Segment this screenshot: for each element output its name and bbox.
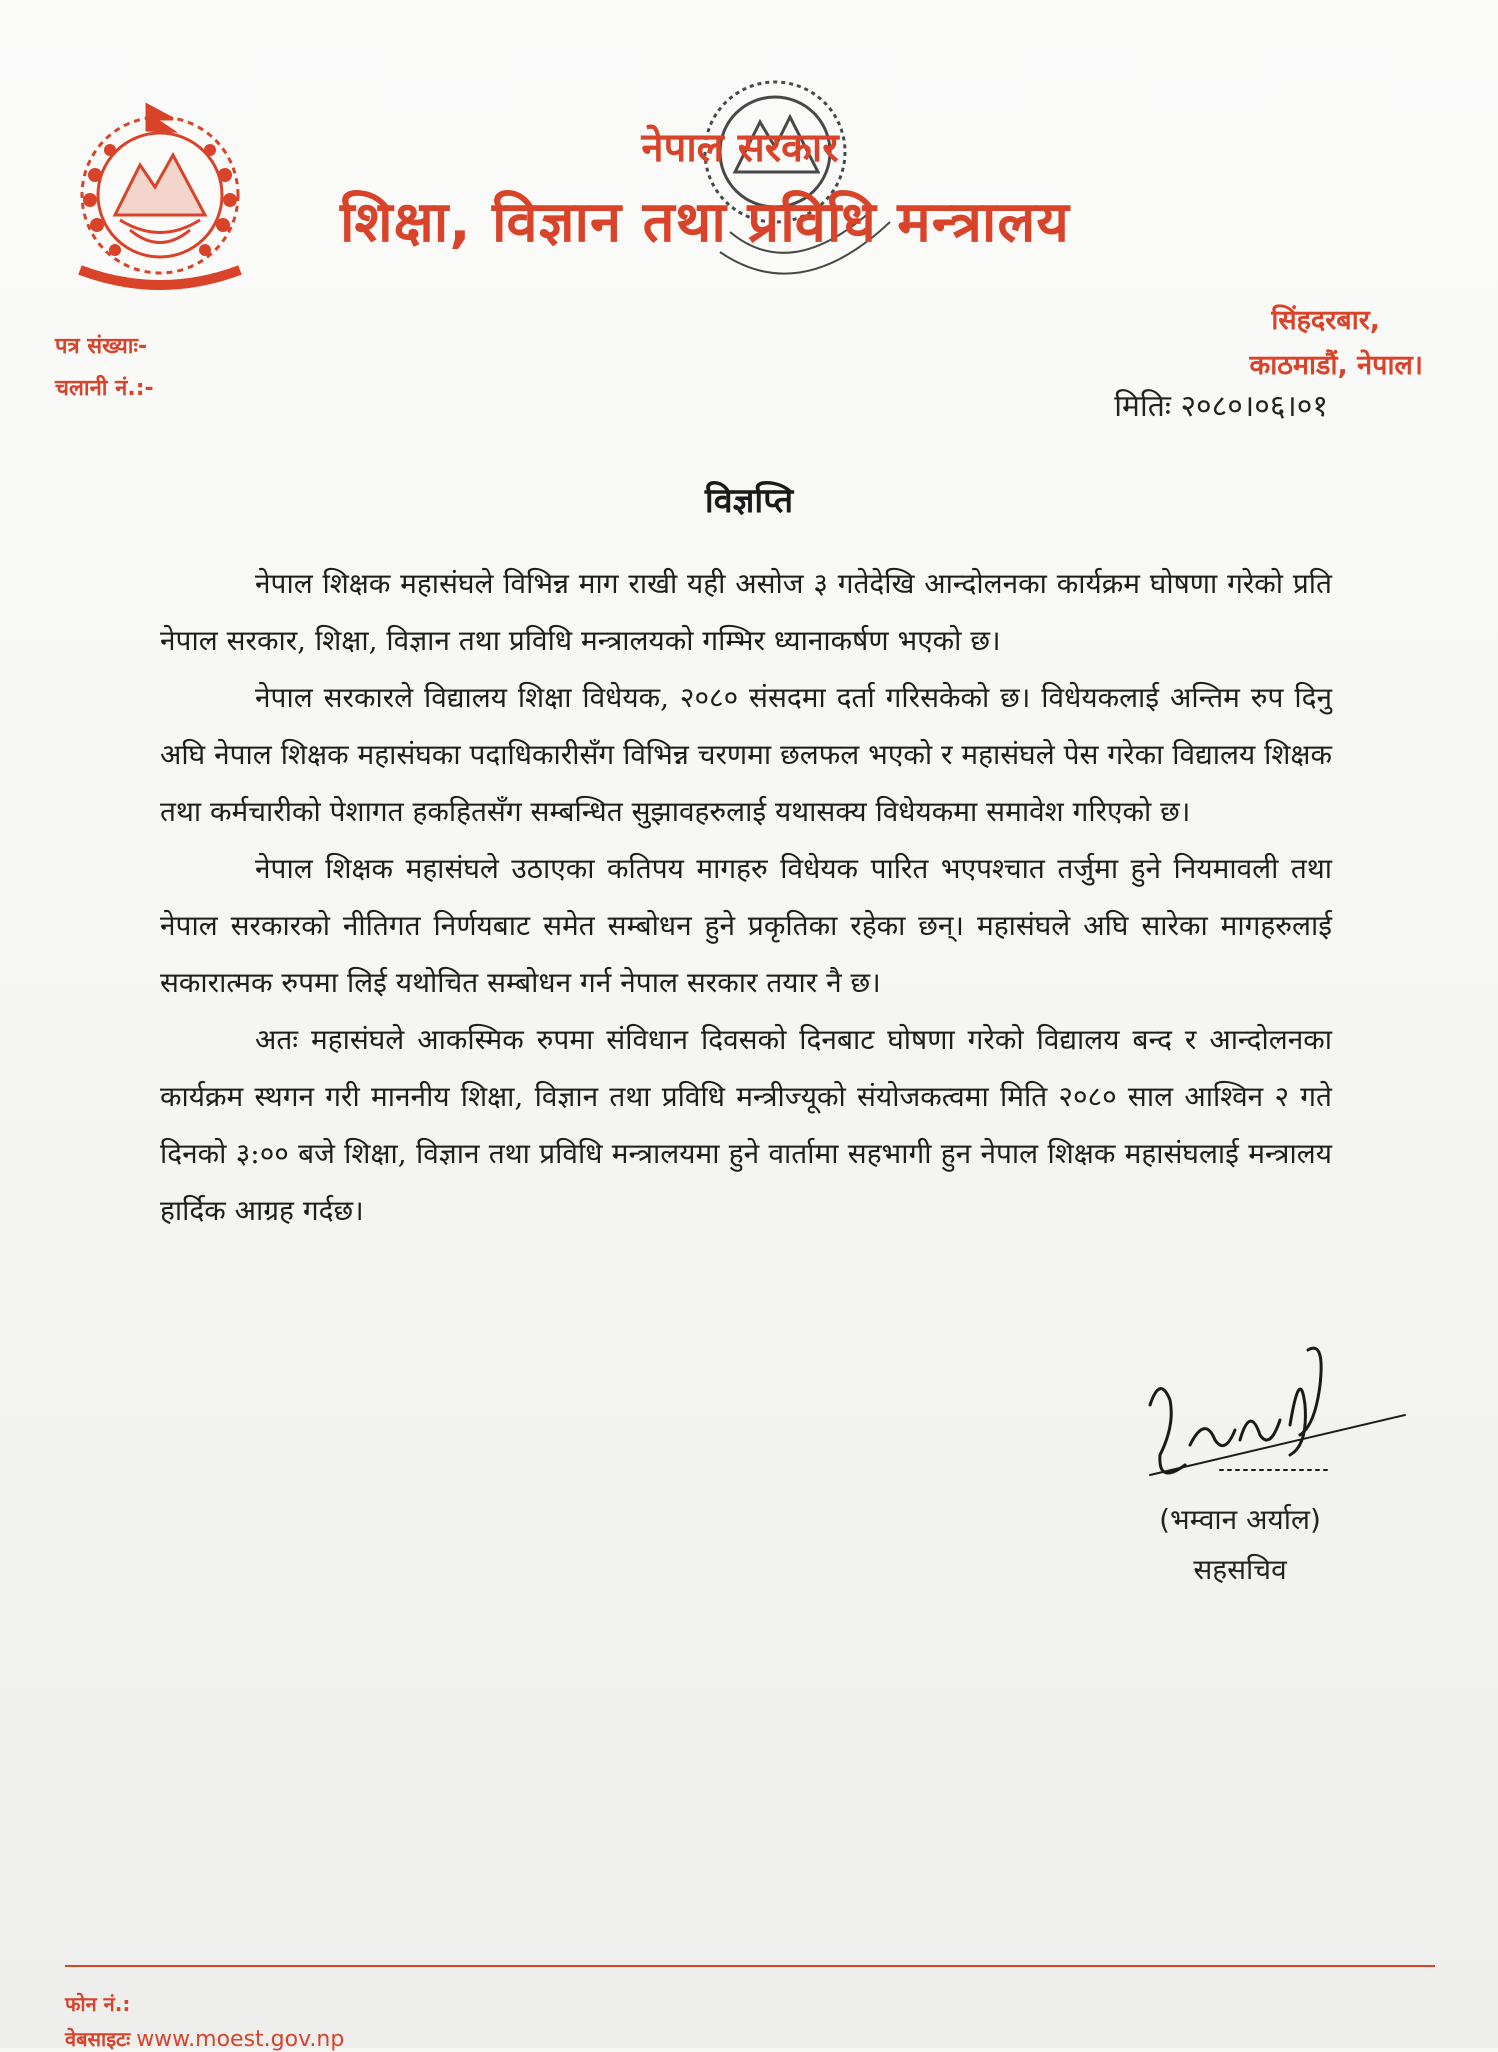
dispatch-number-label: चलानी नं.:- [55, 376, 154, 401]
address-line-2: काठमाडौं, नेपाल। [1249, 350, 1423, 381]
paragraph-1: नेपाल शिक्षक महासंघले विभिन्न माग राखी यही असोज ३ गतेदेखि आन्दोलनका कार्यक्रम घोषणा गरेको प्रति नेपाल सरकार, शिक्षा, विज्ञान तथा प्रविधि मन्त्रालयको गम्भिर ध्यानाकर्षण भएको छ। [160, 567, 1332, 657]
nepal-coat-of-arms-icon [55, 95, 265, 305]
letter-number-label: पत्र संख्याः- [55, 334, 148, 359]
paragraph-2: नेपाल सरकारले विद्यालय शिक्षा विधेयक, २०८० संसदमा दर्ता गरिसकेको छ। विधेयकलाई अन्तिम रुप दिनु अघि नेपाल शिक्षक महासंघका पदाधिकारीसँग विभिन्न चरणमा छलफल भएको र महासंघले पेस गरेका विद्यालय शिक्षक तथा कर्मचारीको पेशागत हकहितसँग सम्बन्धित सुझावहरुलाई यथासक्य विधेयकमा समावेश गरिएको छ। [160, 681, 1332, 828]
website-link[interactable]: www.moest.gov.np [136, 2027, 345, 2052]
footer-phone [65, 1990, 130, 2017]
notice-title: विज्ञप्ति [704, 481, 794, 521]
letter-date: मितिः २०८०।०६।०१ [1114, 389, 1328, 424]
signatory-name: (भम्वान अर्याल) [1159, 1503, 1321, 1536]
paragraph-4: अतः महासंघले आकस्मिक रुपमा संविधान दिवसको दिनबाट घोषणा गरेको विद्यालय बन्द र आन्दोलनका कार्यक्रम स्थगन गरी माननीय शिक्षा, विज्ञान तथा प्रविधि मन्त्रीज्यूको संयोजकत्वमा मिति २०८० साल आश्विन २ गते दिनको ३:०० बजे शिक्षा, विज्ञान तथा प्रविधि मन्त्रालयमा हुने वार्तामा सहभागी हुन नेपाल शिक्षक महासंघलाई मन्त्रालय हार्दिक आग्रह गर्दछ। [160, 1023, 1332, 1227]
notice-body [160, 555, 1332, 1239]
government-heading: नेपाल सरकार [641, 125, 839, 171]
handwritten-signature-icon [1130, 1345, 1410, 1495]
address-line-1: सिंहदरबार, [1271, 305, 1380, 336]
website-label: वेबसाइटः [65, 2027, 131, 2051]
ministry-heading: शिक्षा, विज्ञान तथा प्रविधि मन्त्रालय [340, 190, 1070, 255]
phone-label: फोन नं.: [65, 1992, 131, 2016]
signatory-designation: सहसचिव [1193, 1553, 1287, 1586]
paragraph-3: नेपाल शिक्षक महासंघले उठाएका कतिपय मागहरु विधेयक पारित भएपश्चात तर्जुमा हुने नियमावली तथा नेपाल सरकारको नीतिगत निर्णयबाट समेत सम्बोधन हुने प्रकृतिका रहेका छन्। महासंघले अघि सारेका मागहरुलाई सकारात्मक रुपमा लिई यथोचित सम्बोधन गर्न नेपाल सरकार तयार नै छ। [160, 852, 1332, 999]
footer-divider [65, 1965, 1435, 1967]
